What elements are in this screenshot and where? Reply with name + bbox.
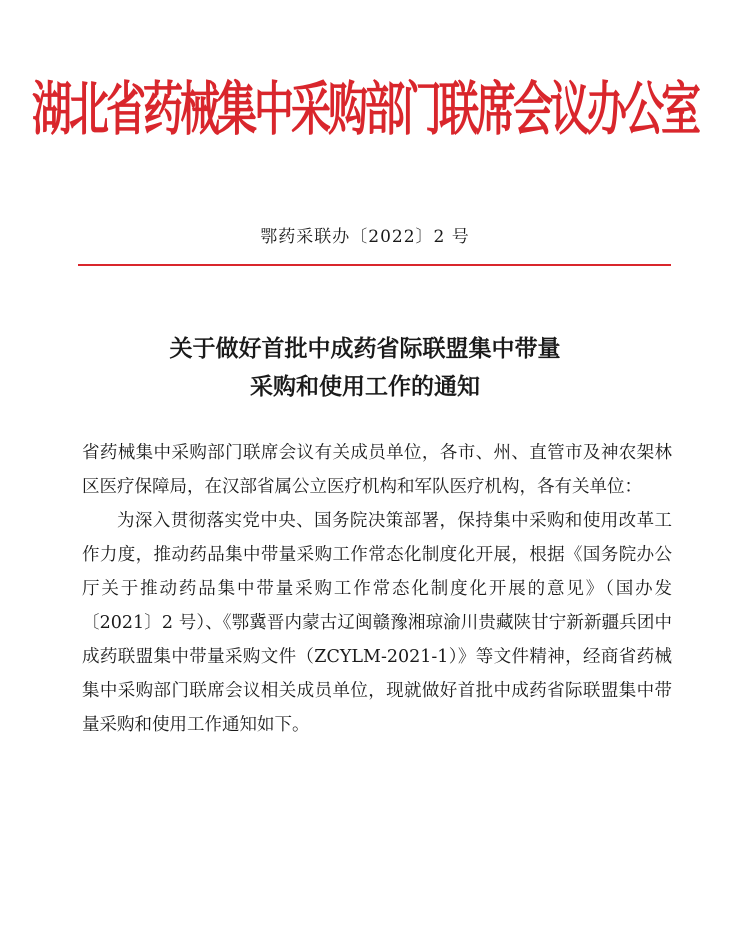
issuer-header-title-text: 湖北省药械集中采购部门联席会议办公室 — [32, 75, 698, 144]
issuer-header-title — [0, 75, 730, 144]
red-separator-line — [78, 264, 671, 266]
document-subject — [0, 330, 730, 406]
subject-line-2: 采购和使用工作的通知 — [250, 373, 480, 400]
subject-line-1: 关于做好首批中成药省际联盟集中带量 — [169, 335, 561, 362]
body-paragraph-1: 为深入贯彻落实党中央、国务院决策部署，保持集中采购和使用改革工作力度，推动药品集中带量采购工作常态化制度化开展，根据《国务院办公厅关于推动药品集中带量采购工作常态化制度化开展的意见》（国办发〔2021〕2 号）、《鄂冀晋内蒙古辽闽赣豫湘琼渝川贵藏陕甘宁新新疆兵团中成药联盟集中带量采购文件（ZCYLM-2021-1）》等文件精神，经商省药械集中采购部门联席会议相关成员单位，现就做好首批中成药省际联盟集中带量采购和使用工作通知如下。 — [82, 511, 672, 735]
document-body — [82, 436, 672, 742]
recipients-paragraph: 省药械集中采购部门联席会议有关成员单位，各市、州、直管市及神农架林区医疗保障局，在汉部省属公立医疗机构和军队医疗机构，各有关单位： — [82, 443, 672, 497]
document-number: 鄂药采联办〔2022〕2 号 — [260, 227, 470, 247]
